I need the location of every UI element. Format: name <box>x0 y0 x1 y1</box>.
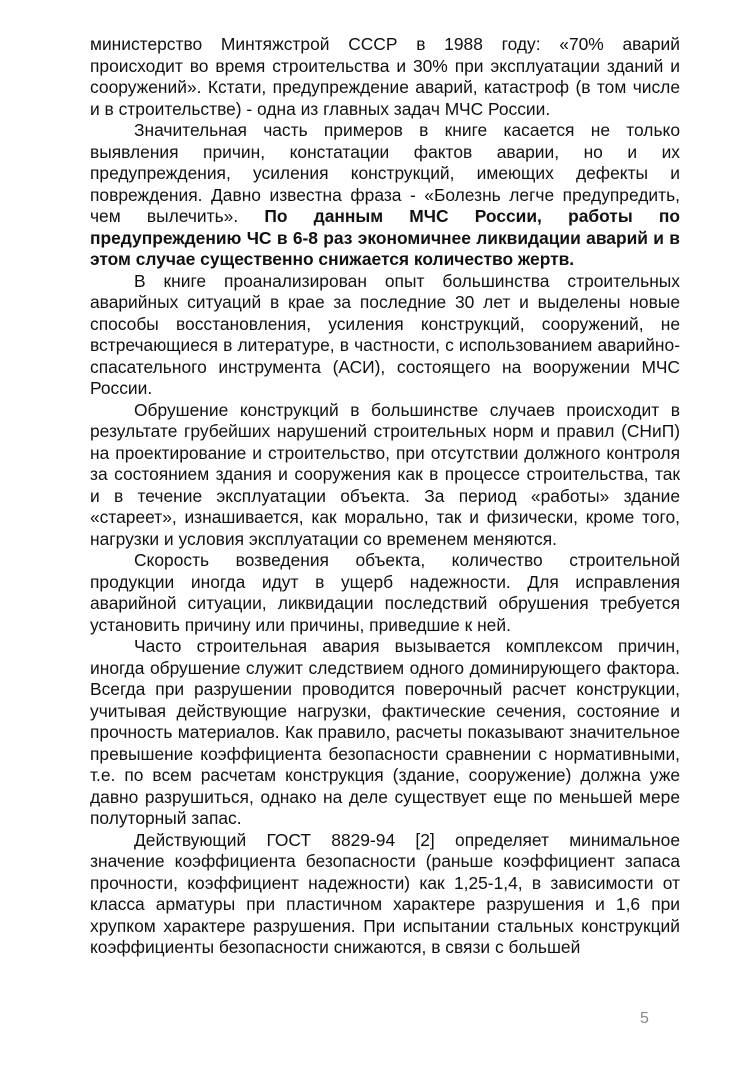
paragraph-3 <box>90 271 680 400</box>
paragraph-4 <box>90 400 680 551</box>
paragraph-4-text: Обрушение конструкций в большинстве случаев происходит в результате грубейших нарушений строительных норм и правил (СНиП) на проектирование и строительство, при отсутствии должного контроля за состоянием здания и сооружения как в процессе строительства, так и в течение эксплуатации объекта. За период «работы» здание «стареет», изнашивается, как морально, так и физически, кроме того, нагрузки и условия эксплуатации со временем меняются. <box>90 399 680 549</box>
paragraph-5 <box>90 550 680 636</box>
paragraph-3-text: В книге проанализирован опыт большинства строительных аварийных ситуаций в крае за последние 30 лет и выделены новые способы восстановления, усиления конструкций, сооружений, не встречающиеся в литературе, в частности, с использованием аварийно-спасательного инструмента (АСИ), состоящего на вооружении МЧС России. <box>90 270 680 398</box>
paragraph-6 <box>90 636 680 830</box>
paragraph-5-text: Скорость возведения объекта, количество строительной продукции иногда идут в ущерб надежности. Для исправления аварийной ситуации, ликвидации последствий обрушения требуется установить причину или причины, приведшие к ней. <box>90 550 680 635</box>
paragraph-2-text: Значительная часть примеров в книге касается не только выявления причин, констатации фактов аварии, но и их предупреждения, усиления конструкций, имеющих дефекты и повреждения. Давно известна фраза - «Болезнь легче предупредить, чем вылечить». <box>90 120 680 226</box>
paragraph-7-text: Действующий ГОСТ 8829-94 [2] определяет минимальное значение коэффициента безопасности (раньше коэффициент запаса прочности, коэффициент надежности) как 1,25-1,4, в зависимости от класса арматуры при пластичном характере разрушения и 1,6 при хрупком характере разрушения. При испытании стальных конструкций коэффициенты безопасности снижаются, в связи с большей <box>90 829 680 957</box>
paragraph-1-text: министерство Минтяжстрой СССР в 1988 году: «70% аварий происходит во время строительства и 30% при эксплуатации зданий и сооружений». Кстати, предупреждение аварий, катастроф (в том числе и в строительстве) - одна из главных задач МЧС России. <box>90 34 680 119</box>
paragraph-6-text: Часто строительная авария вызывается комплексом причин, иногда обрушение служит следствием одного доминирующего фактора. Всегда при разрушении проводится поверочный расчет конструкции, учитывая действующие нагрузки, фактические сечения, состояние и прочность материалов. Как правило, расчеты показывают значительное превышение коэффициента безопасности сравнении с нормативными, т.е. по всем расчетам конструкция (здание, сооружение) должна уже давно разрушиться, однако на деле существует еще по меньшей мере полуторный запас. <box>90 636 680 828</box>
paragraph-7 <box>90 830 680 959</box>
paragraph-2-bold-text: По данным МЧС России, работы по предупреждению ЧС в 6-8 раз экономичнее ликвидации аварий и в этом случае существенно снижается количество жертв. <box>90 206 680 269</box>
paragraph-1 <box>90 34 680 120</box>
body-text <box>90 34 680 959</box>
page-number: 5 <box>640 1010 649 1027</box>
paragraph-2 <box>90 120 680 271</box>
